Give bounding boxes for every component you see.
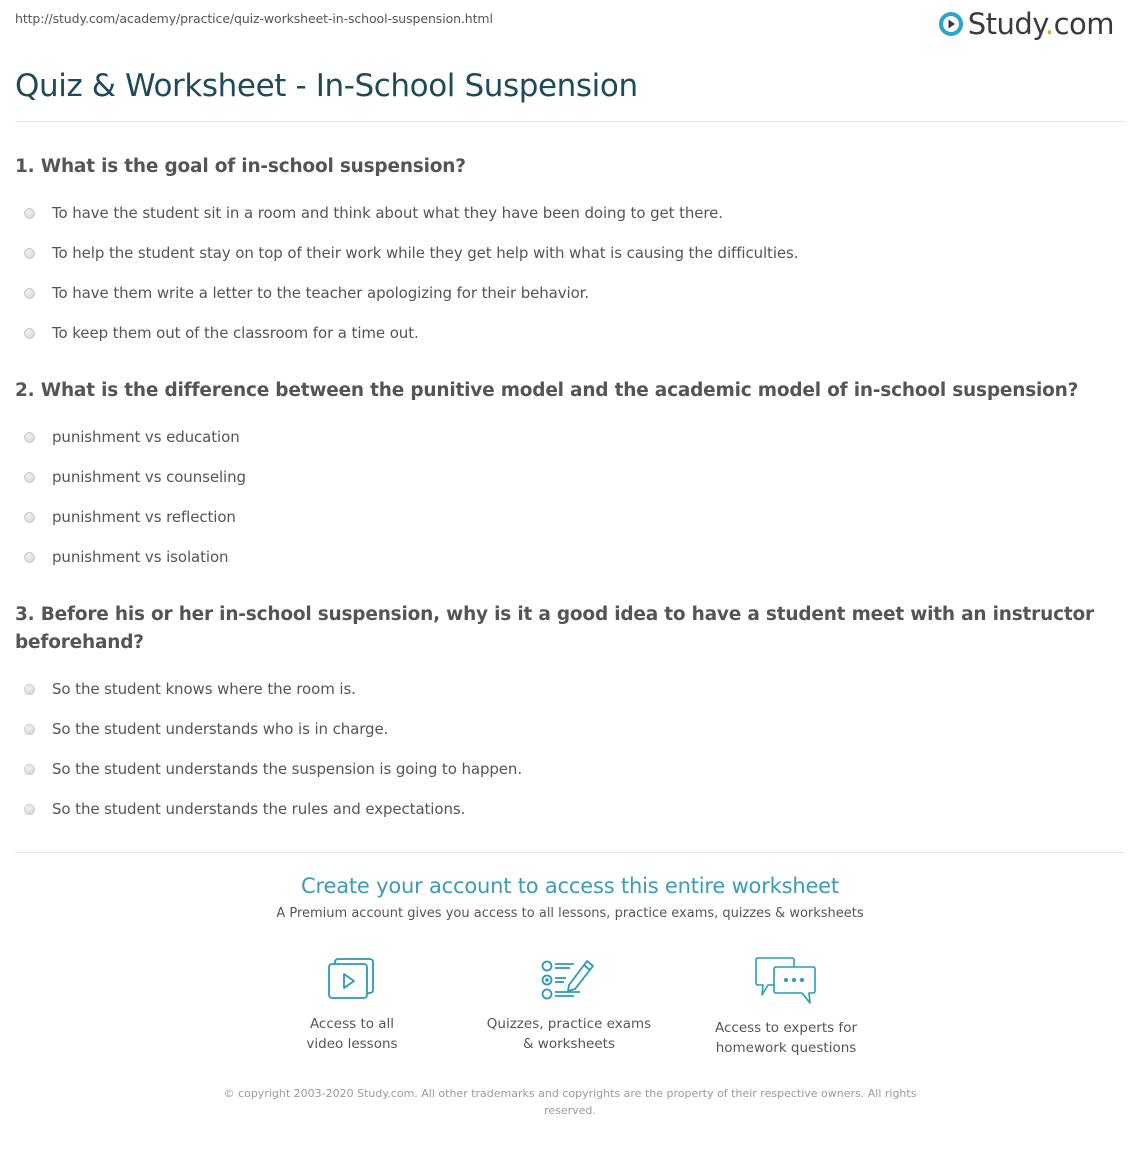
study-logo[interactable] [938,6,1114,42]
page-url: http://study.com/academy/practice/quiz-worksheet-in-school-suspension.html [15,11,493,26]
question-text: 2. What is the difference between the punitive model and the academic model of in-school suspension? [15,380,1079,401]
divider [15,121,1125,122]
answer-option[interactable]: To have them write a letter to the teacher apologizing for their behavior. [15,273,1105,313]
radio-button[interactable] [24,208,35,219]
divider [15,852,1125,853]
page-title: Quiz & Worksheet - In-School Suspension [15,68,638,104]
answer-option[interactable]: punishment vs counseling [15,457,1105,497]
feature-quizzes [469,955,669,1054]
cta-subtitle: A Premium account gives you access to all lessons, practice exams, quizzes & worksheets [276,906,864,921]
answer-option[interactable]: To have the student sit in a room and think about what they have been doing to get there. [15,193,1105,233]
answer-option[interactable]: So the student knows where the room is. [15,669,1105,709]
answer-option[interactable]: punishment vs isolation [15,537,1105,577]
chat-bubbles-icon [754,955,818,1005]
question-1 [15,153,1105,353]
quiz-checklist-icon [540,955,598,1001]
radio-button[interactable] [24,288,35,299]
feature-experts [686,955,886,1058]
radio-button[interactable] [24,804,35,815]
answer-option[interactable]: So the student understands who is in charge. [15,709,1105,749]
feature-label: Access to all video lessons [306,1016,398,1052]
answer-option[interactable]: punishment vs reflection [15,497,1105,537]
radio-button[interactable] [24,328,35,339]
question-3 [15,601,1105,829]
answer-list [15,417,1105,577]
question-text: 1. What is the goal of in-school suspension? [15,156,466,177]
question-text: 3. Before his or her in-school suspension, why is it a good idea to have a student meet with an instructor beforehand? [15,604,1094,653]
answer-list [15,669,1105,829]
answer-option[interactable]: To help the student stay on top of their work while they get help with what is causing the difficulties. [15,233,1105,273]
cta-title-link[interactable]: Create your account to access this entire worksheet [301,874,839,898]
feature-label: Quizzes, practice exams & worksheets [486,1016,652,1052]
video-lessons-icon [326,955,378,1001]
answer-option[interactable]: To keep them out of the classroom for a time out. [15,313,1105,353]
answer-list [15,193,1105,353]
play-circle-icon [938,11,964,37]
radio-button[interactable] [24,432,35,443]
copyright-notice: © copyright 2003-2020 Study.com. All other trademarks and copyrights are the property of their respective owners. All rights reserved. [223,1087,917,1117]
feature-video-lessons [252,955,452,1054]
feature-label: Access to experts for homework questions [714,1020,857,1056]
radio-button[interactable] [24,764,35,775]
feature-list [0,955,1140,1065]
radio-button[interactable] [24,472,35,483]
radio-button[interactable] [24,248,35,259]
answer-option[interactable]: So the student understands the suspension is going to happen. [15,749,1105,789]
answer-option[interactable]: punishment vs education [15,417,1105,457]
question-2 [15,377,1105,577]
radio-button[interactable] [24,552,35,563]
logo-wordmark: Study.com [967,7,1114,41]
radio-button[interactable] [24,512,35,523]
answer-option[interactable]: So the student understands the rules and expectations. [15,789,1105,829]
radio-button[interactable] [24,684,35,695]
radio-button[interactable] [24,724,35,735]
